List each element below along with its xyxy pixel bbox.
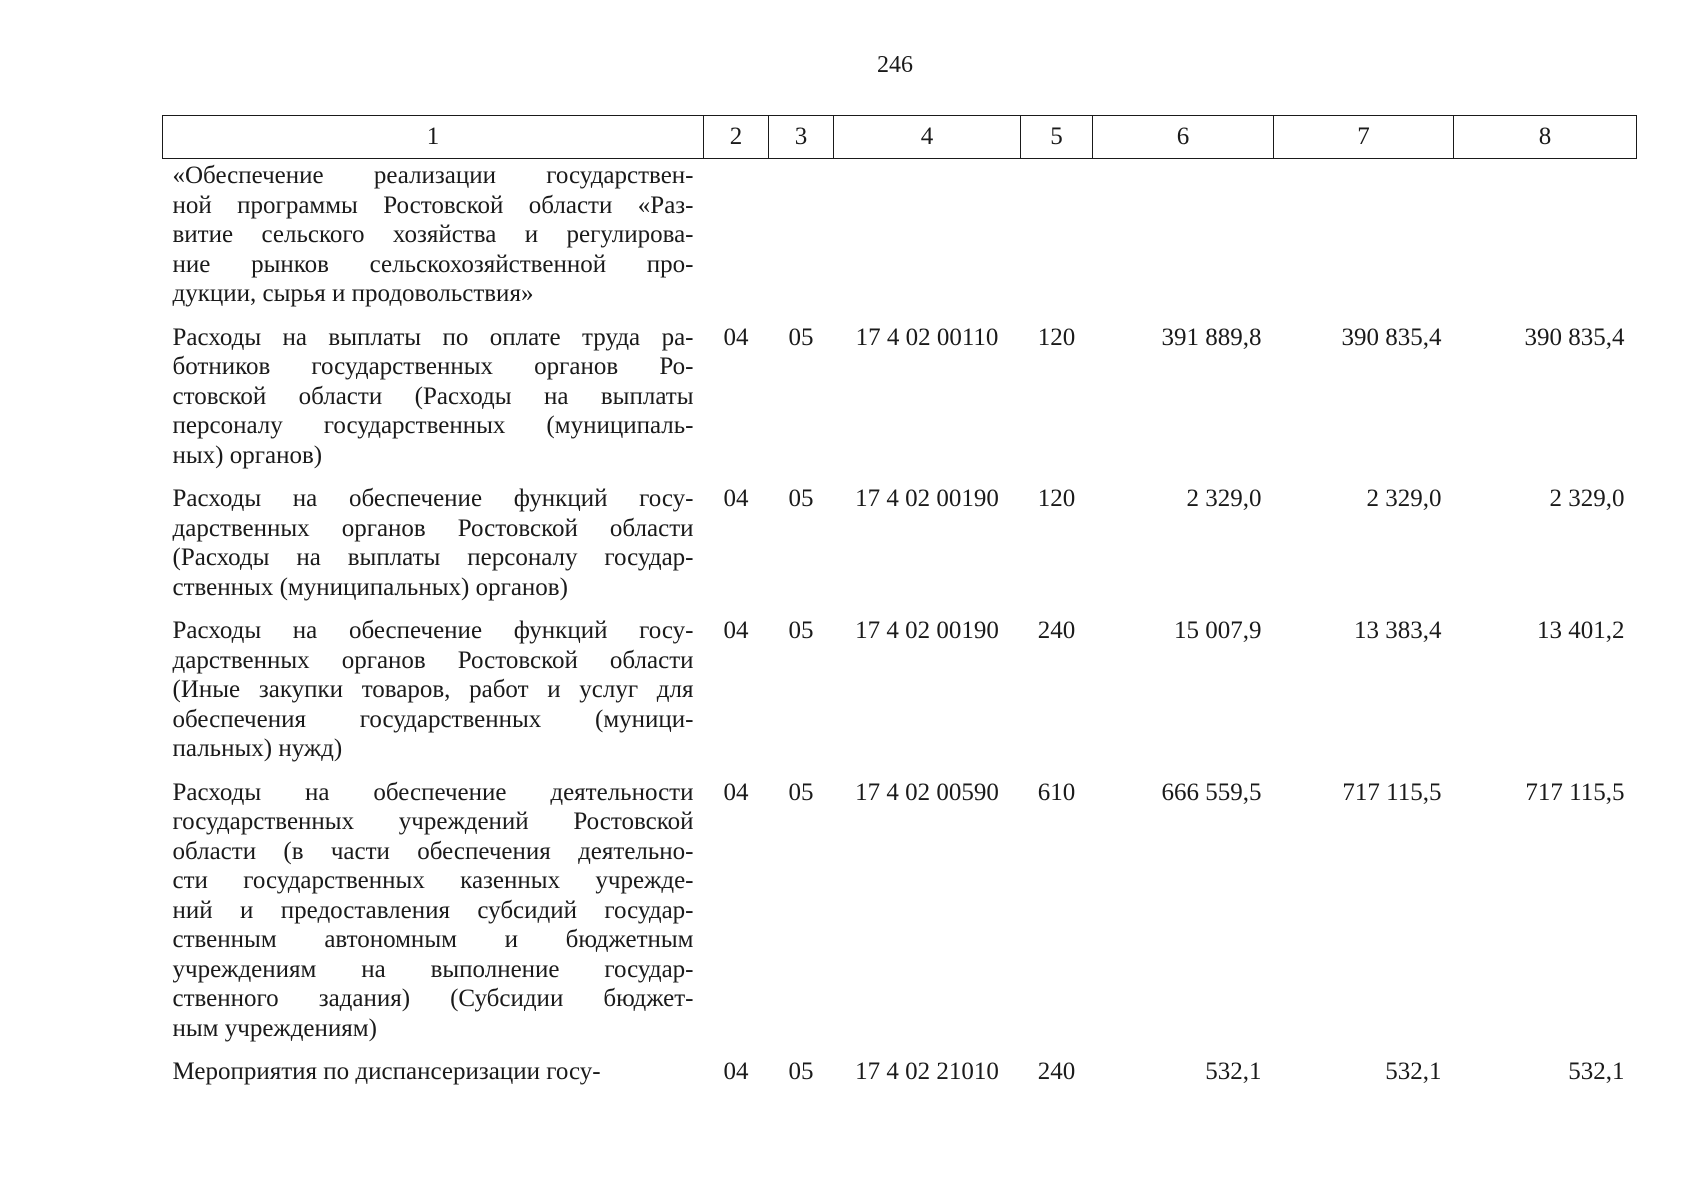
header-col-2: 2 bbox=[704, 116, 769, 159]
description-line: дарственных органов Ростовской области bbox=[172, 514, 694, 542]
description-line: Расходы на обеспечение деятельности bbox=[172, 778, 694, 806]
expense-type-code: 240 bbox=[1037, 617, 1076, 644]
target-article-code: 17 4 02 00190 bbox=[855, 485, 999, 512]
amount-year-1: 15 007,9 bbox=[1174, 617, 1262, 644]
description-line: ственным автономным и бюджетным bbox=[172, 926, 694, 953]
amount-year-3: 13 401,2 bbox=[1537, 617, 1625, 644]
page-number: 246 bbox=[877, 52, 913, 78]
amount-year-3: 390 835,4 bbox=[1524, 323, 1625, 351]
expense-type-code: 240 bbox=[1037, 1058, 1076, 1085]
target-article-code: 17 4 02 00190 bbox=[855, 617, 999, 644]
description-line: Мероприятия по диспансеризации госу- bbox=[172, 1058, 601, 1085]
amount-year-2 bbox=[1274, 159, 1454, 309]
table-row bbox=[163, 602, 1637, 764]
expense-type-code bbox=[1021, 159, 1093, 309]
row-description bbox=[163, 1043, 704, 1087]
target-article-code: 17 4 02 00110 bbox=[855, 323, 999, 351]
header-col-4: 4 bbox=[834, 116, 1021, 159]
subsection-code bbox=[769, 159, 834, 309]
description-line: ботников государственных органов Ро- bbox=[172, 353, 694, 380]
description-line: Расходы на выплаты по оплате труда ра- bbox=[172, 323, 694, 351]
description-line: витие сельского хозяйства и регулирова- bbox=[172, 221, 694, 248]
description-line: пальных) нужд) bbox=[172, 735, 343, 762]
description-line: (Расходы на выплаты персоналу государ- bbox=[172, 544, 694, 571]
table-header bbox=[163, 116, 1637, 159]
target-article-code bbox=[834, 159, 1021, 309]
table-row bbox=[163, 159, 1637, 309]
description-line: дукции, сырья и продовольствия» bbox=[172, 280, 534, 307]
amount-year-1: 391 889,8 bbox=[1161, 323, 1262, 351]
table-body bbox=[163, 159, 1637, 1087]
table-row bbox=[163, 764, 1637, 1044]
table-row bbox=[163, 470, 1637, 602]
description-line: обеспечения государственных (муници- bbox=[172, 705, 694, 733]
description-line: стовской области (Расходы на выплаты bbox=[172, 382, 694, 410]
expense-type-code: 610 bbox=[1037, 778, 1076, 806]
subsection-code: 05 bbox=[788, 778, 814, 806]
amount-year-2: 390 835,4 bbox=[1341, 323, 1442, 351]
description-line: ственных (муниципальных) органов) bbox=[172, 573, 568, 601]
amount-year-3: 532,1 bbox=[1568, 1058, 1625, 1085]
description-line: «Обеспечение реализации государствен- bbox=[172, 162, 694, 189]
section-code: 04 bbox=[723, 617, 749, 644]
description-line: ной программы Ростовской области «Раз- bbox=[172, 191, 694, 219]
target-article-code: 17 4 02 21010 bbox=[855, 1058, 999, 1085]
description-line: сти государственных казенных учрежде- bbox=[172, 867, 694, 894]
amount-year-2: 2 329,0 bbox=[1366, 485, 1442, 512]
subsection-code: 05 bbox=[788, 617, 814, 644]
amount-year-3 bbox=[1454, 159, 1637, 309]
amount-year-1 bbox=[1093, 159, 1274, 309]
budget-table bbox=[162, 115, 1637, 1087]
amount-year-1: 2 329,0 bbox=[1186, 485, 1262, 512]
expense-type-code: 120 bbox=[1037, 485, 1076, 512]
target-article-code: 17 4 02 00590 bbox=[855, 778, 999, 806]
header-col-5: 5 bbox=[1021, 116, 1093, 159]
subsection-code: 05 bbox=[788, 1058, 814, 1085]
description-line: ний и предоставления субсидий государ- bbox=[172, 896, 694, 924]
section-code: 04 bbox=[723, 485, 749, 512]
row-description bbox=[163, 470, 704, 602]
amount-year-2: 532,1 bbox=[1385, 1058, 1442, 1085]
row-description bbox=[163, 764, 704, 1044]
section-code: 04 bbox=[723, 778, 749, 806]
row-description bbox=[163, 602, 704, 764]
description-line: дарственных органов Ростовской области bbox=[172, 646, 694, 674]
section-code: 04 bbox=[723, 323, 749, 351]
header-col-8: 8 bbox=[1454, 116, 1637, 159]
description-line: Расходы на обеспечение функций госу- bbox=[172, 617, 694, 644]
header-col-1: 1 bbox=[163, 116, 704, 159]
description-line: ственного задания) (Субсидии бюджет- bbox=[172, 985, 694, 1012]
amount-year-1: 666 559,5 bbox=[1161, 778, 1262, 806]
amount-year-3: 717 115,5 bbox=[1525, 778, 1625, 806]
table-row bbox=[163, 1043, 1637, 1087]
description-line: ным учреждениям) bbox=[172, 1014, 377, 1042]
subsection-code: 05 bbox=[788, 485, 814, 512]
description-line: Расходы на обеспечение функций госу- bbox=[172, 485, 694, 512]
description-line: (Иные закупки товаров, работ и услуг для bbox=[172, 676, 694, 703]
header-col-7: 7 bbox=[1274, 116, 1454, 159]
header-col-3: 3 bbox=[769, 116, 834, 159]
header-col-6: 6 bbox=[1093, 116, 1274, 159]
amount-year-2: 717 115,5 bbox=[1342, 778, 1442, 806]
amount-year-2: 13 383,4 bbox=[1354, 617, 1442, 644]
table-row bbox=[163, 309, 1637, 471]
section-code: 04 bbox=[723, 1058, 749, 1085]
expense-type-code: 120 bbox=[1037, 323, 1076, 351]
subsection-code: 05 bbox=[788, 323, 814, 351]
description-line: области (в части обеспечения деятельно- bbox=[172, 837, 694, 865]
row-description bbox=[163, 309, 704, 471]
description-line: ние рынков сельскохозяйственной про- bbox=[172, 250, 694, 278]
description-line: персоналу государственных (муниципаль- bbox=[172, 412, 694, 439]
row-description bbox=[163, 159, 704, 309]
description-line: ных) органов) bbox=[172, 441, 323, 469]
amount-year-3: 2 329,0 bbox=[1549, 485, 1625, 512]
description-line: учреждениям на выполнение государ- bbox=[172, 955, 694, 983]
description-line: государственных учреждений Ростовской bbox=[172, 808, 694, 835]
header-row bbox=[163, 116, 1637, 159]
amount-year-1: 532,1 bbox=[1205, 1058, 1262, 1085]
section-code bbox=[704, 159, 769, 309]
